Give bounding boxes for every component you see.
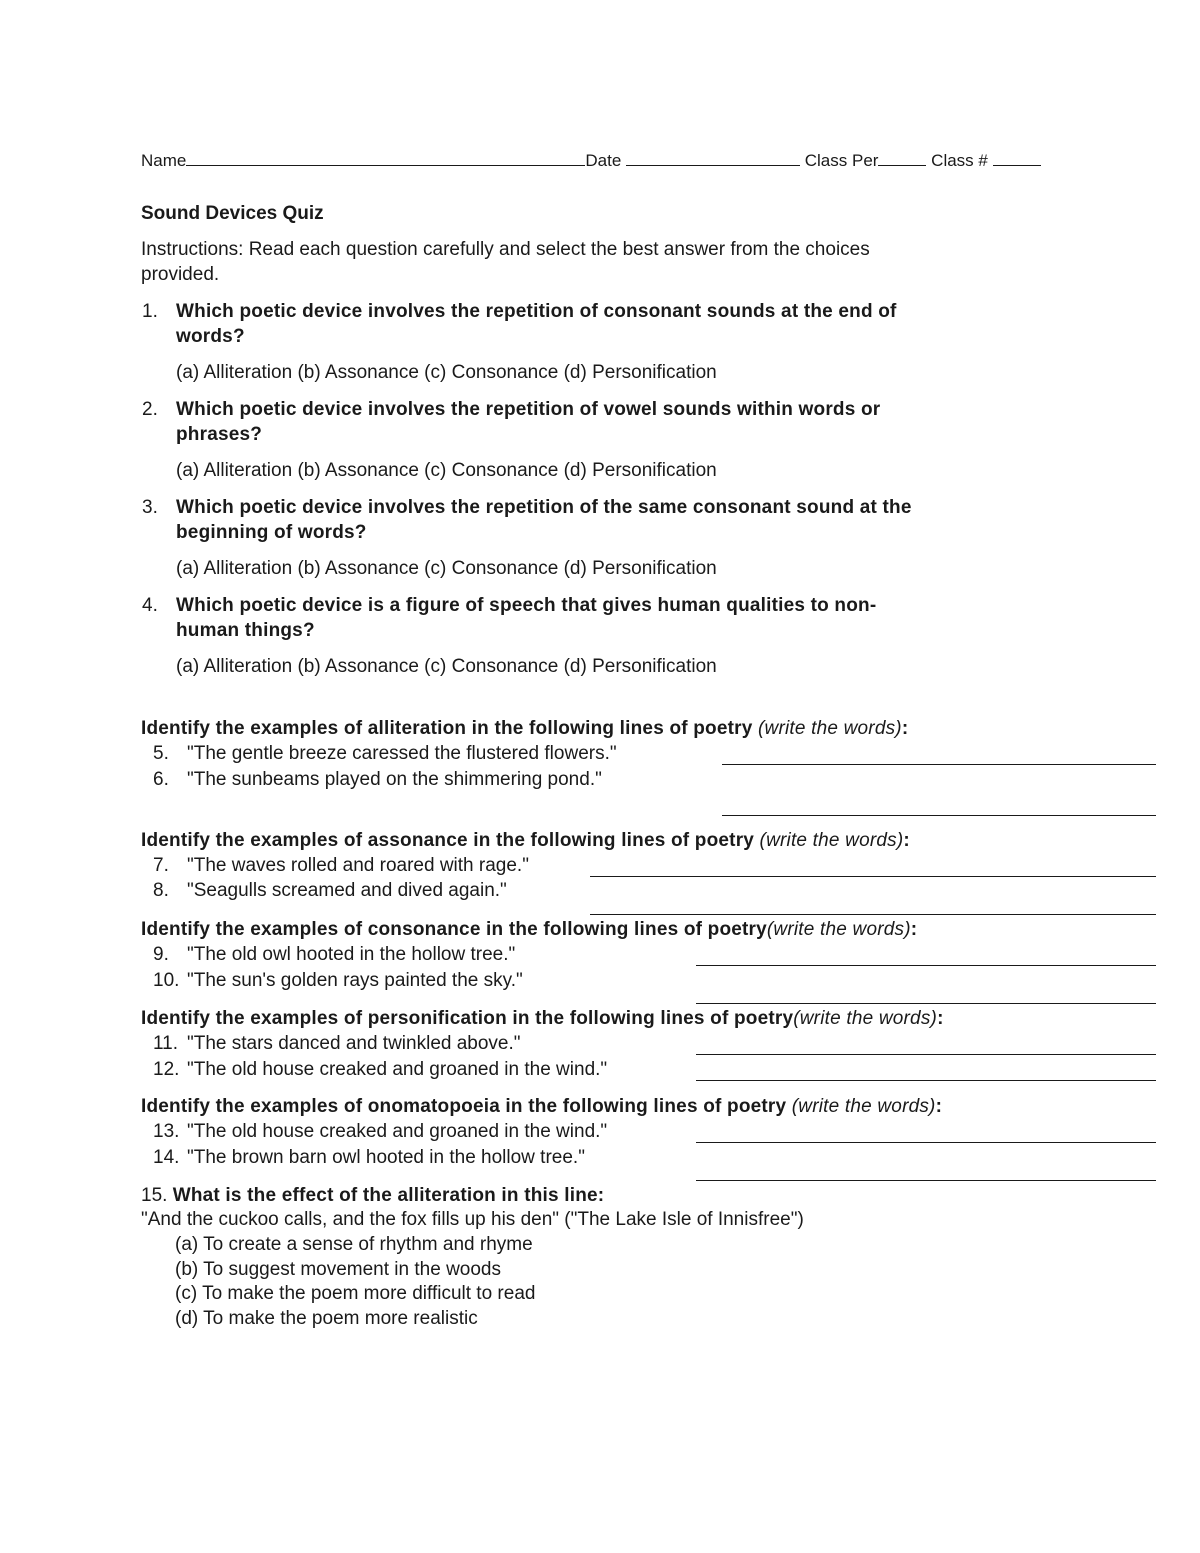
name-blank[interactable] [186, 149, 585, 166]
item-5-answer-line[interactable] [722, 764, 1156, 765]
item-13-text: "The old house creaked and groaned in the wind." [187, 1121, 608, 1142]
item-6-number: 6. [153, 769, 169, 790]
section-colon: : [937, 1008, 944, 1029]
section-assonance-heading [141, 831, 910, 850]
date-blank[interactable] [626, 149, 800, 166]
section-hint: (write the words) [758, 718, 902, 739]
item-8-number: 8. [153, 880, 169, 901]
item-7-text: "The waves rolled and roared with rage." [187, 855, 529, 876]
item-10-answer-line[interactable] [696, 1003, 1156, 1004]
name-label: Name [141, 151, 187, 170]
question-1-text-cont: words? [176, 326, 245, 347]
date-label: Date [585, 151, 622, 170]
item-5-text: "The gentle breeze caressed the flustered flowers." [187, 743, 617, 764]
item-5-number: 5. [153, 743, 169, 764]
section-hint: (write the words) [791, 1096, 936, 1117]
question-15-quote: "And the cuckoo calls, and the fox fills up his den" ("The Lake Isle of Innisfree") [141, 1209, 804, 1230]
question-3-choices: (a) Alliteration (b) Assonance (c) Consonance (d) Personification [176, 558, 717, 579]
question-4-text: Which poetic device is a figure of speech that gives human qualities to non- [176, 595, 877, 616]
section-consonance-heading [141, 920, 917, 939]
question-2-text: Which poetic device involves the repetition of vowel sounds within words or [176, 399, 881, 420]
question-15-number: 15. [141, 1185, 168, 1206]
instructions-line-1: Instructions: Read each question carefully and select the best answer from the choices [141, 239, 870, 260]
question-15-choice-c: (c) To make the poem more difficult to read [175, 1283, 536, 1304]
section-personification-heading [141, 1009, 944, 1028]
item-7-number: 7. [153, 855, 169, 876]
class-num-blank[interactable] [993, 149, 1041, 166]
item-10-number: 10. [153, 970, 180, 991]
item-11-answer-line[interactable] [696, 1054, 1156, 1055]
item-12-number: 12. [153, 1059, 180, 1080]
section-heading-text: Identify the examples of consonance in the following lines of poetry [141, 919, 767, 940]
class-per-label: Class Per [804, 151, 879, 170]
question-3-text-cont: beginning of words? [176, 522, 367, 543]
section-heading-text: Identify the examples of assonance in the following lines of poetry [141, 830, 760, 851]
section-colon: : [901, 718, 909, 739]
item-10-text: "The sun's golden rays painted the sky." [187, 970, 523, 991]
question-4-number: 4. [142, 595, 158, 616]
item-13-answer-line[interactable] [696, 1142, 1156, 1143]
question-2-choices: (a) Alliteration (b) Assonance (c) Consonance (d) Personification [176, 460, 717, 481]
class-per-blank[interactable] [878, 149, 926, 166]
section-heading-text: Identify the examples of alliteration in the following lines of poetry [141, 718, 758, 739]
section-onomatopoeia-heading [141, 1097, 942, 1116]
question-4-choices: (a) Alliteration (b) Assonance (c) Consonance (d) Personification [176, 656, 717, 677]
question-15-choice-b: (b) To suggest movement in the woods [175, 1259, 501, 1280]
section-colon: : [903, 830, 910, 851]
section-heading-text: Identify the examples of personification in the following lines of poetry [141, 1008, 794, 1029]
question-1-text: Which poetic device involves the repetition of consonant sounds at the end of [176, 301, 897, 322]
item-11-text: "The stars danced and twinkled above." [187, 1033, 521, 1054]
question-15-choice-a: (a) To create a sense of rhythm and rhyme [175, 1234, 533, 1255]
section-colon: : [910, 919, 918, 940]
question-1-choices: (a) Alliteration (b) Assonance (c) Consonance (d) Personification [176, 362, 717, 383]
item-13-number: 13. [153, 1121, 180, 1142]
question-1-number: 1. [142, 301, 158, 322]
item-12-text: "The old house creaked and groaned in the wind." [187, 1059, 608, 1080]
question-2-number: 2. [142, 399, 158, 420]
section-hint: (write the words) [759, 830, 904, 851]
section-hint: (write the words) [793, 1008, 938, 1029]
item-9-answer-line[interactable] [696, 965, 1156, 966]
question-2-text-cont: phrases? [176, 424, 263, 445]
header-row [141, 149, 1041, 169]
item-14-answer-line[interactable] [696, 1180, 1156, 1181]
item-6-answer-line[interactable] [722, 815, 1156, 816]
class-num-label: Class # [931, 151, 988, 170]
item-14-number: 14. [153, 1147, 180, 1168]
page-title: Sound Devices Quiz [141, 203, 324, 224]
item-11-number: 11. [153, 1033, 179, 1054]
question-4-text-cont: human things? [176, 620, 315, 641]
question-3-number: 3. [142, 497, 158, 518]
item-8-text: "Seagulls screamed and dived again." [187, 880, 507, 901]
item-9-text: "The old owl hooted in the hollow tree." [187, 944, 516, 965]
section-hint: (write the words) [766, 919, 911, 940]
section-heading-text: Identify the examples of onomatopoeia in the following lines of poetry [141, 1096, 792, 1117]
instructions-line-2: provided. [141, 264, 220, 285]
item-6-text: "The sunbeams played on the shimmering pond." [187, 769, 602, 790]
section-alliteration-heading [141, 719, 908, 738]
item-12-answer-line[interactable] [696, 1080, 1156, 1081]
question-15-row [141, 1186, 604, 1205]
item-14-text: "The brown barn owl hooted in the hollow tree." [187, 1147, 585, 1168]
section-colon: : [935, 1096, 943, 1117]
question-15-text: What is the effect of the alliteration in this line: [172, 1185, 605, 1206]
item-7-answer-line[interactable] [590, 876, 1156, 877]
item-9-number: 9. [153, 944, 169, 965]
item-8-answer-line[interactable] [590, 914, 1156, 915]
question-3-text: Which poetic device involves the repetition of the same consonant sound at the [176, 497, 912, 518]
question-15-choice-d: (d) To make the poem more realistic [175, 1308, 478, 1329]
